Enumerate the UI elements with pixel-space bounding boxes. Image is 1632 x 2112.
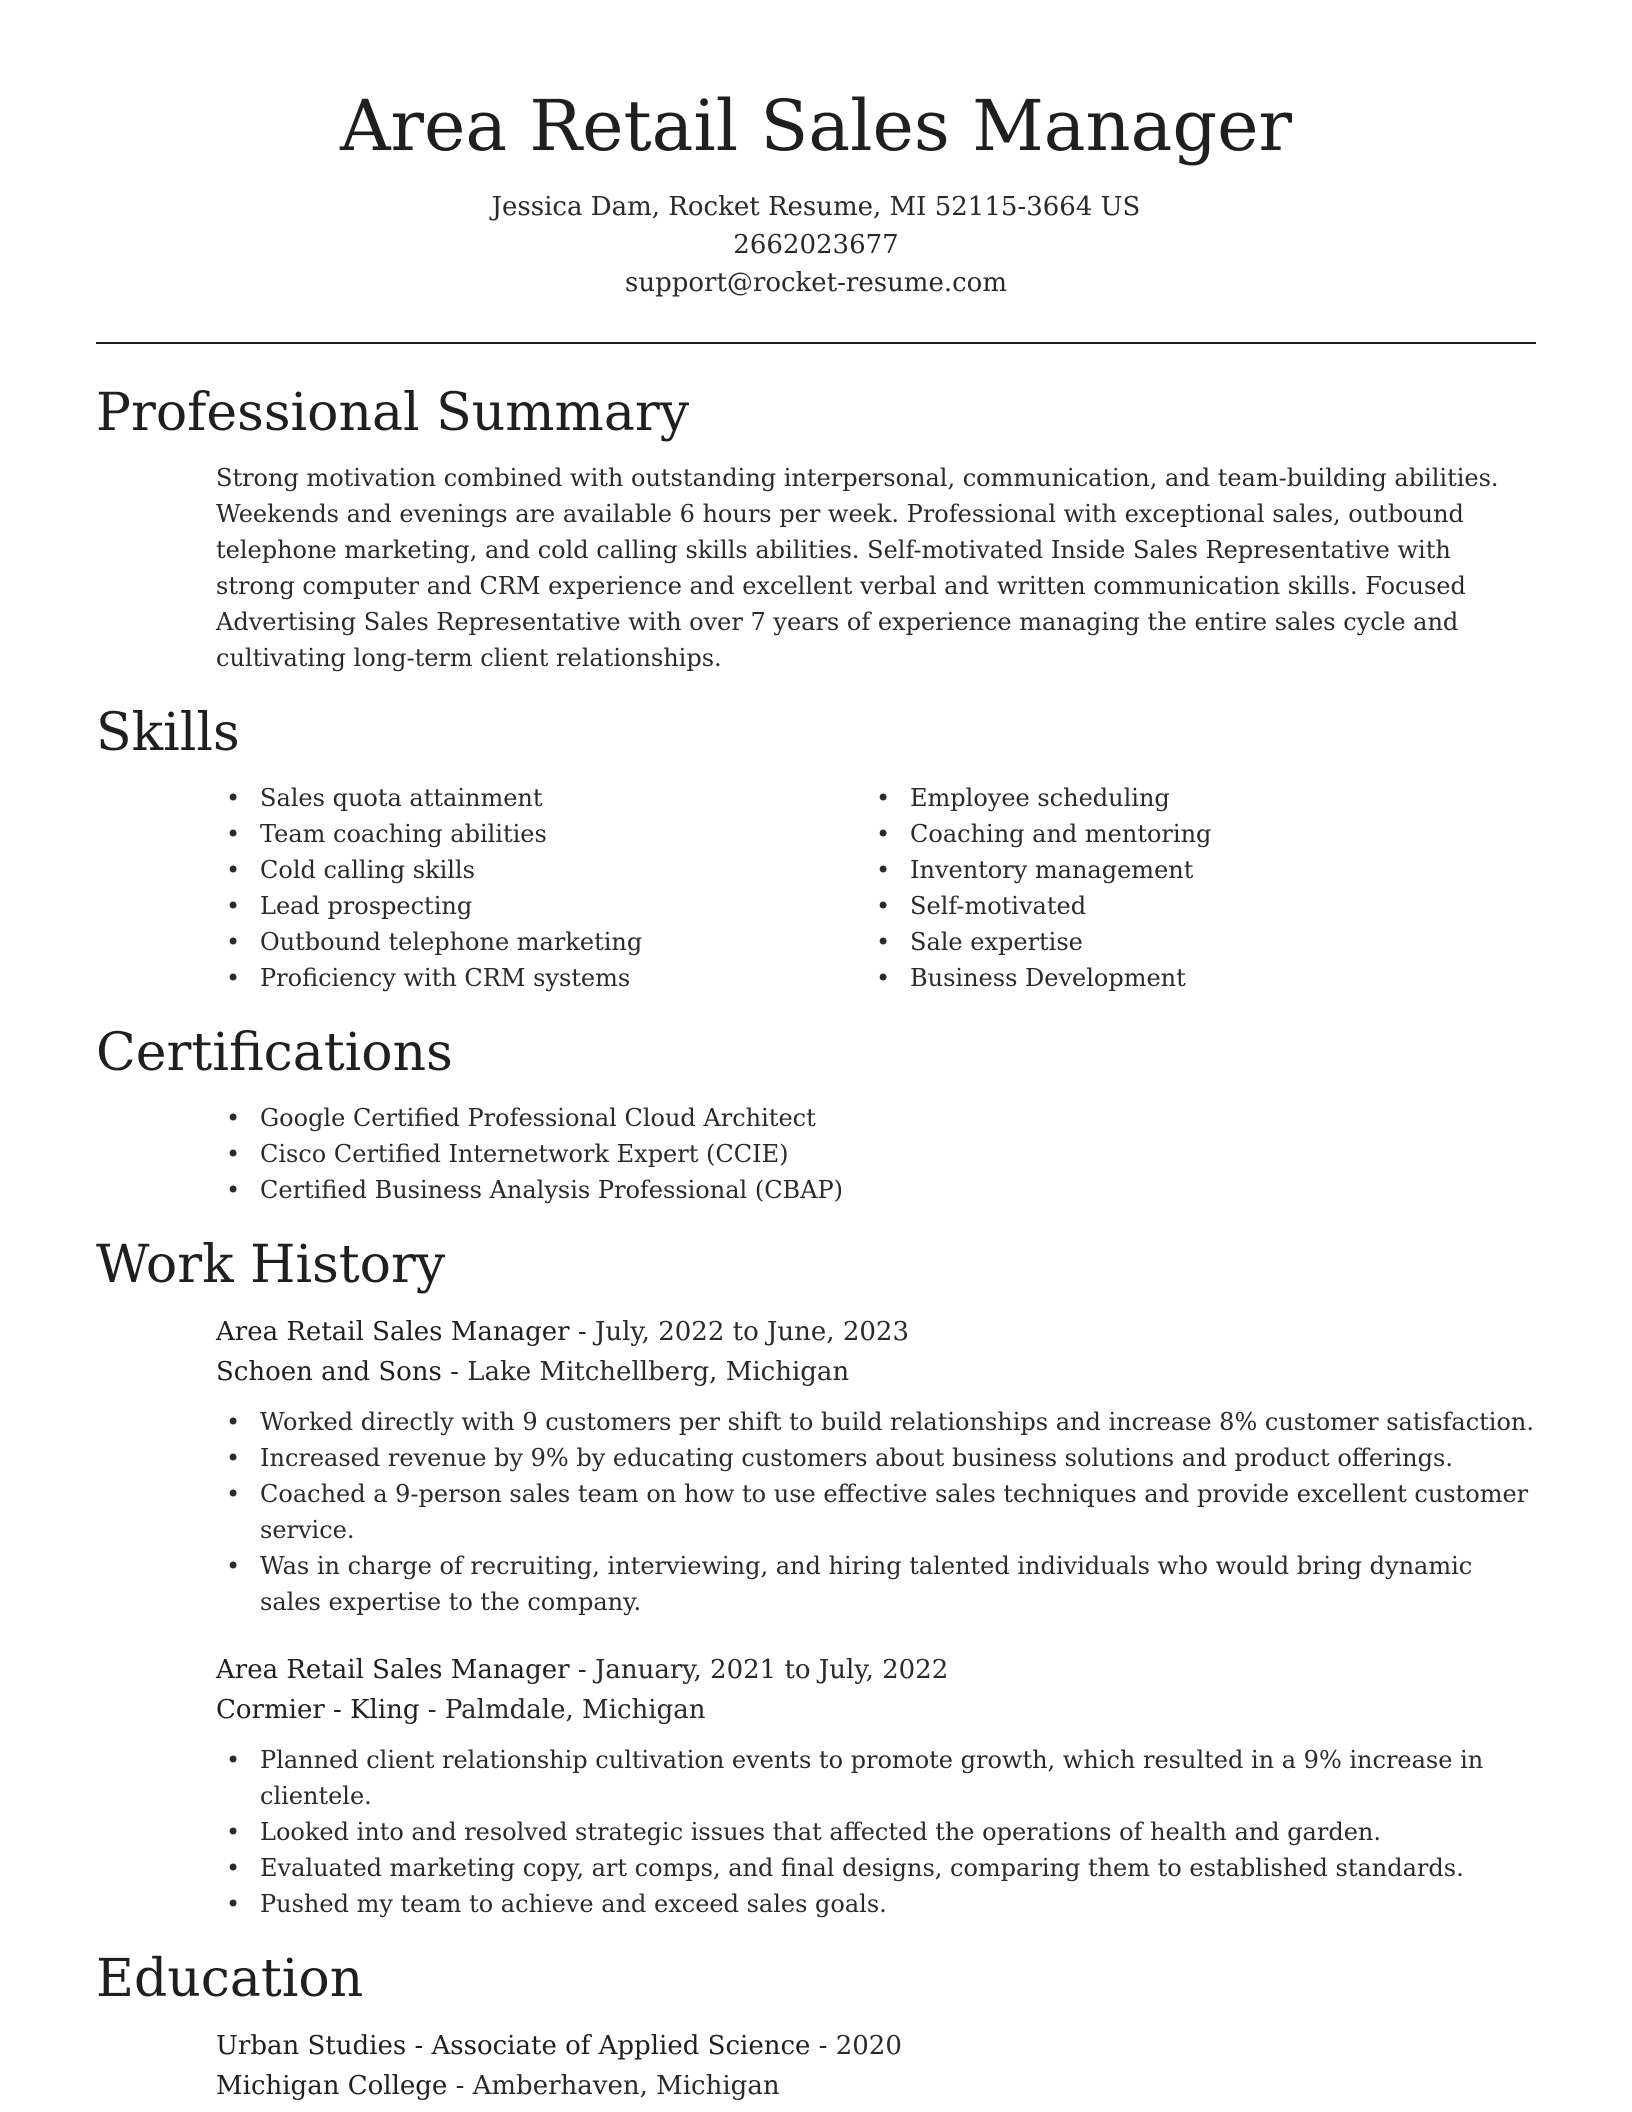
certifications-heading: Certifications	[96, 1023, 453, 1083]
skill-item: • Cold calling skills	[216, 852, 866, 888]
skill-item: • Lead prospecting	[216, 888, 866, 924]
job-company: Schoen and Sons	[216, 1357, 442, 1387]
resume-body	[96, 380, 1536, 2106]
skill-item: • Team coaching abilities	[216, 816, 866, 852]
job-company-line	[216, 1690, 1536, 1730]
job-entry	[216, 1312, 1536, 1620]
education-degree: Urban Studies - Associate of Applied Science	[216, 2031, 811, 2061]
skill-item: • Proficiency with CRM systems	[216, 960, 866, 996]
contact-info	[0, 188, 1632, 302]
work-history-heading: Work History	[96, 1235, 446, 1295]
job-bullet: • Planned client relationship cultivation events to promote growth, which resulted in a 9% increase in clientele.	[216, 1742, 1536, 1814]
resume-title: Area Retail Sales Manager	[339, 85, 1293, 167]
work-history-section	[96, 1232, 1536, 1922]
skills-section	[96, 700, 1536, 996]
job-bullet: • Evaluated marketing copy, art comps, and final designs, comparing them to established standards.	[216, 1850, 1536, 1886]
job-dates: - January, 2021 to July, 2022	[569, 1655, 949, 1685]
education-school: Michigan College	[216, 2071, 448, 2101]
job-company: Cormier - Kling	[216, 1695, 420, 1725]
job-bullets	[216, 1404, 1536, 1620]
education-degree-line	[216, 2026, 1536, 2066]
job-bullet: • Increased revenue by 9% by educating customers about business solutions and product offerings.	[216, 1440, 1536, 1476]
skill-item: • Coaching and mentoring	[866, 816, 1516, 852]
skills-columns	[216, 780, 1536, 996]
job-bullet: • Pushed my team to achieve and exceed sales goals.	[216, 1886, 1536, 1922]
summary-heading: Professional Summary	[96, 383, 690, 443]
summary-text: Strong motivation combined with outstanding interpersonal, communication, and team-building abilities. Weekends and evenings are available 6 hours per week. Professional with exceptional sales, outbound telephone marketing, and cold calling skills abilities. Self-motivated Inside Sales Representative with strong computer and CRM experience and excellent verbal and written communication skills. Focused Advertising Sales Representative with over 7 years of experience managing the entire sales cycle and cultivating long-term client relationships.	[216, 464, 1499, 672]
skill-item: • Outbound telephone marketing	[216, 924, 866, 960]
job-title-line	[216, 1650, 1536, 1690]
contact-phone: 2662023677	[733, 230, 899, 260]
skills-list-right	[866, 780, 1516, 996]
education-heading: Education	[96, 1949, 364, 2009]
skill-item: • Business Development	[866, 960, 1516, 996]
certifications-list	[216, 1100, 1536, 1208]
job-bullet: • Was in charge of recruiting, interviewing, and hiring talented individuals who would bring dynamic sales expertise to the company.	[216, 1548, 1536, 1620]
resume-header	[0, 0, 1632, 302]
skills-list-left	[216, 780, 866, 996]
certifications-section	[96, 1020, 1536, 1208]
skills-heading: Skills	[96, 703, 240, 763]
education-school-line	[216, 2066, 1536, 2106]
job-role: Area Retail Sales Manager	[216, 1655, 570, 1685]
job-role: Area Retail Sales Manager	[216, 1317, 570, 1347]
skill-item: • Sales quota attainment	[216, 780, 866, 816]
certification-item: • Cisco Certified Internetwork Expert (CCIE)	[216, 1136, 1536, 1172]
skill-item: • Employee scheduling	[866, 780, 1516, 816]
job-bullet: • Looked into and resolved strategic issues that affected the operations of health and garden.	[216, 1814, 1536, 1850]
job-location: - Lake Mitchellberg, Michigan	[441, 1357, 850, 1387]
education-location: - Amberhaven, Michigan	[447, 2071, 780, 2101]
education-entry	[216, 2026, 1536, 2106]
summary-section	[96, 380, 1536, 676]
job-title-line	[216, 1312, 1536, 1352]
education-year: - 2020	[810, 2031, 902, 2061]
skill-item: • Sale expertise	[866, 924, 1516, 960]
job-bullet: • Worked directly with 9 customers per shift to build relationships and increase 8% customer satisfaction.	[216, 1404, 1536, 1440]
contact-email[interactable]: support@rocket-resume.com	[624, 268, 1007, 298]
job-location: - Palmdale, Michigan	[419, 1695, 706, 1725]
job-bullets	[216, 1742, 1536, 1922]
education-section	[96, 1946, 1536, 2106]
contact-address: Jessica Dam, Rocket Resume, MI 52115-3664 US	[491, 192, 1141, 222]
job-company-line	[216, 1352, 1536, 1392]
skill-item: • Self-motivated	[866, 888, 1516, 924]
job-bullet: • Coached a 9-person sales team on how to use effective sales techniques and provide excellent customer service.	[216, 1476, 1536, 1548]
skill-item: • Inventory management	[866, 852, 1516, 888]
header-divider	[96, 342, 1536, 344]
job-dates: - July, 2022 to June, 2023	[569, 1317, 909, 1347]
certification-item: • Google Certified Professional Cloud Architect	[216, 1100, 1536, 1136]
job-entry	[216, 1650, 1536, 1922]
certification-item: • Certified Business Analysis Professional (CBAP)	[216, 1172, 1536, 1208]
